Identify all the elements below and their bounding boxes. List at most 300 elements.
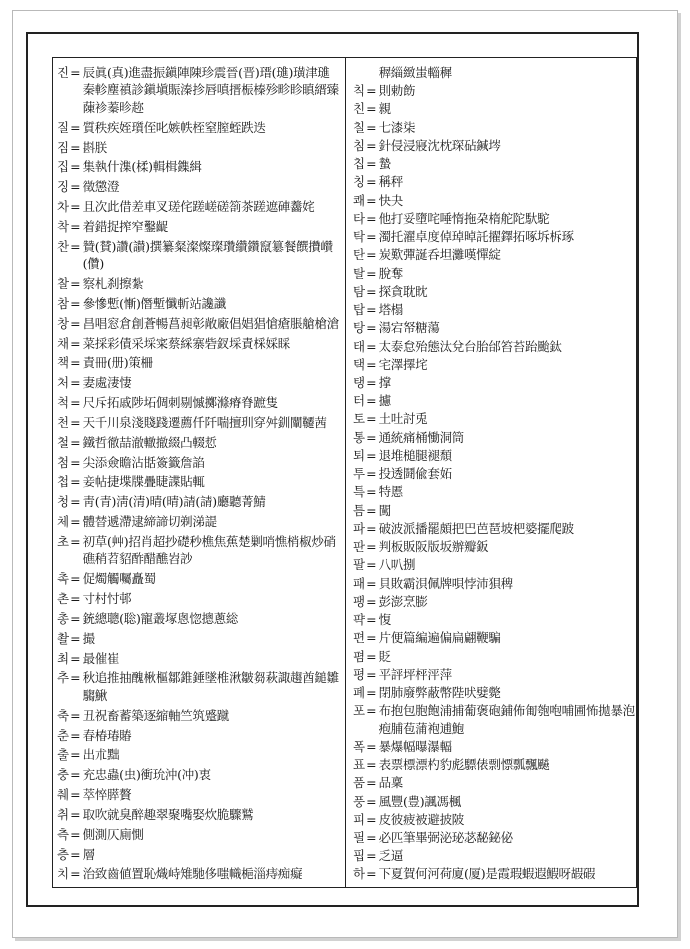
entry-characters: 皮彼疲被避披陂 <box>378 811 464 827</box>
equals-sign: = <box>70 846 81 862</box>
hanja-entry <box>353 392 635 409</box>
equals-sign: = <box>70 238 81 254</box>
hanja-entry <box>57 707 341 724</box>
equals-sign: = <box>366 265 377 281</box>
hanja-entry <box>353 64 635 81</box>
entry-characters: 蟄 <box>378 156 391 172</box>
entry-reading: 특 <box>353 484 366 500</box>
equals-sign: = <box>366 738 377 754</box>
equals-sign: = <box>70 514 81 530</box>
equals-sign: = <box>70 670 81 686</box>
hanja-entry <box>353 447 635 464</box>
hanja-entry <box>353 228 635 245</box>
hanja-entry <box>353 246 635 263</box>
entry-characters: 貝敗霸浿佩牌唄悖沛狽稗 <box>378 575 513 591</box>
hanja-entry <box>57 454 341 471</box>
equals-sign: = <box>70 434 81 450</box>
entry-reading: 탁 <box>353 229 366 245</box>
entry-reading: 투 <box>353 466 366 482</box>
equals-sign: = <box>70 179 81 195</box>
hanja-entry <box>57 295 341 312</box>
hanja-entry <box>353 666 635 683</box>
entry-reading: 품 <box>353 775 366 791</box>
entry-characters: 貶 <box>378 648 391 664</box>
entry-reading: 타 <box>353 210 366 226</box>
hanja-entry <box>57 119 341 136</box>
entry-characters: 投透鬪偸套妬 <box>378 466 452 482</box>
equals-sign: = <box>366 775 377 791</box>
entry-characters: 贊(賛)讚(讃)撰纂粲澯燦璨瓚纘鑽竄簒餐饌攢巑(儹) <box>82 238 333 272</box>
entry-characters: 斟朕 <box>82 139 107 155</box>
entry-characters: 集執什潗(楺)輯楫鏶緝 <box>82 159 202 175</box>
entry-characters: 品稟 <box>378 775 403 791</box>
entry-characters: 濁托濯卓度倬琸晫託擢鐸拓啄坼柝琢 <box>378 229 574 245</box>
entry-characters: 層 <box>82 846 95 862</box>
equals-sign: = <box>366 612 377 628</box>
equals-sign: = <box>366 666 377 682</box>
hanja-entry <box>57 826 341 843</box>
hanja-entry <box>353 283 635 300</box>
entry-reading: 팽 <box>353 593 366 609</box>
entry-reading: 췌 <box>57 787 70 803</box>
equals-sign: = <box>366 192 377 208</box>
entry-reading: 폭 <box>353 738 366 754</box>
hanja-entry <box>57 473 341 490</box>
equals-sign: = <box>366 210 377 226</box>
equals-sign: = <box>70 707 81 723</box>
entry-characters: 秋追推抽醜楸樞鄒錐錘墜椎湫皺芻萩諏趨酋鎚雛騶鰍 <box>82 670 339 703</box>
hanja-entry <box>57 275 341 292</box>
entry-characters: 萃悴膵贅 <box>82 787 132 803</box>
equals-sign: = <box>366 356 377 372</box>
entry-characters: 出朮黜 <box>82 747 120 763</box>
entry-reading: 터 <box>353 393 366 409</box>
hanja-entry <box>57 414 341 431</box>
hanja-entry <box>57 493 341 510</box>
entry-reading: 첨 <box>57 454 70 470</box>
entry-reading: 핍 <box>353 848 366 864</box>
entry-reading: 파 <box>353 520 366 536</box>
entry-reading: 탈 <box>353 265 366 281</box>
entry-reading: 측 <box>57 826 70 842</box>
entry-reading: 출 <box>57 747 70 763</box>
hanja-entry <box>57 198 341 215</box>
equals-sign: = <box>366 811 377 827</box>
equals-sign: = <box>366 137 377 153</box>
entry-reading: 찰 <box>57 275 70 291</box>
equals-sign: = <box>366 447 377 463</box>
entry-characters: 菜採彩債采埰寀蔡綵寨砦釵埰責棌婇睬 <box>82 335 290 351</box>
equals-sign: = <box>366 83 377 99</box>
entry-reading: 취 <box>57 806 70 822</box>
entry-reading: 촉 <box>57 571 70 587</box>
entry-characters: 乏逼 <box>378 848 403 864</box>
equals-sign: = <box>366 393 377 409</box>
entry-characters: 土吐討兎 <box>378 411 428 427</box>
entry-reading: 짐 <box>57 139 70 155</box>
right-column <box>353 64 635 883</box>
entry-characters: 八叭捌 <box>378 557 416 573</box>
entry-characters: 鐵哲徹喆澈轍撤綴凸輟悊 <box>82 434 217 450</box>
entry-reading: 참 <box>57 295 70 311</box>
entry-reading: 탱 <box>353 374 366 390</box>
entry-characters: 太泰怠殆態汰兌台胎邰笞苔跆颱鈦 <box>378 338 562 354</box>
entry-reading: 충 <box>57 767 70 783</box>
hanja-entry <box>57 434 341 451</box>
entry-characters: 質秩疾姪瓆侄叱嫉帙桎窒膣蛭跌迭 <box>82 119 266 135</box>
equals-sign: = <box>366 757 377 773</box>
entry-characters: 靑(青)淸(清)晴(晴)請(請)廳聽菁鯖 <box>82 494 266 510</box>
column-divider <box>345 58 346 887</box>
entry-reading: 칩 <box>353 156 366 172</box>
hanja-entry <box>353 155 635 172</box>
entry-reading: 총 <box>57 610 70 626</box>
equals-sign: = <box>70 650 81 666</box>
hanja-entry <box>353 811 635 828</box>
equals-sign: = <box>366 575 377 591</box>
equals-sign: = <box>366 630 377 646</box>
hanja-entry <box>353 684 635 701</box>
equals-sign: = <box>70 375 81 391</box>
entry-reading: 집 <box>57 159 70 175</box>
equals-sign: = <box>366 229 377 245</box>
hanja-entry <box>353 429 635 446</box>
entry-characters: 天千川泉淺賤踐遷薦仟阡喘擅玔穿舛釧闡韆茜 <box>82 414 327 430</box>
equals-sign: = <box>70 747 81 763</box>
equals-sign: = <box>366 101 377 117</box>
entry-reading: 풍 <box>353 793 366 809</box>
equals-sign: = <box>366 684 377 700</box>
equals-sign: = <box>70 355 81 371</box>
hanja-entry <box>57 669 341 704</box>
entry-reading: 차 <box>57 199 70 215</box>
equals-sign: = <box>70 139 81 155</box>
entry-reading: 편 <box>353 630 366 646</box>
equals-sign: = <box>70 65 81 80</box>
entry-reading: 침 <box>353 137 366 153</box>
hanja-entry <box>353 611 635 628</box>
hanja-entry <box>57 806 341 823</box>
entry-reading: 축 <box>57 707 70 723</box>
hanja-entry <box>353 137 635 154</box>
entry-characters: 探貪耽眈 <box>378 283 428 299</box>
hanja-entry <box>57 570 341 587</box>
equals-sign: = <box>366 648 377 664</box>
hanja-entry <box>353 520 635 537</box>
entry-reading: 창 <box>57 315 70 331</box>
hanja-entry <box>353 319 635 336</box>
equals-sign: = <box>70 474 81 490</box>
hanja-entry <box>57 746 341 763</box>
entry-characters: 平評坪枰泙萍 <box>378 666 452 682</box>
entry-reading: 통 <box>353 429 366 445</box>
hanja-entry <box>353 629 635 646</box>
hanja-entry <box>353 865 635 882</box>
entry-reading: 춘 <box>57 727 70 743</box>
entry-characters: 表票標漂杓豹彪驃俵剽慓瓢飄飇 <box>378 757 550 773</box>
entry-characters: 風豐(豊)諷馮楓 <box>378 793 461 809</box>
hanja-entry <box>353 502 635 519</box>
hanja-entry <box>353 374 635 391</box>
entry-characters: 攄 <box>378 393 391 409</box>
equals-sign: = <box>70 767 81 783</box>
equals-sign: = <box>366 703 377 719</box>
equals-sign: = <box>366 320 377 336</box>
entry-characters: 快夬 <box>378 192 403 208</box>
hanja-entry <box>353 192 635 209</box>
entry-reading: 칭 <box>353 174 366 190</box>
entry-characters: 稺緇緻蚩輜穉 <box>378 65 452 80</box>
hanja-entry <box>57 64 341 116</box>
entry-reading: 피 <box>353 811 366 827</box>
equals-sign: = <box>70 454 81 470</box>
hanja-entry <box>57 727 341 744</box>
hanja-entry <box>353 774 635 791</box>
equals-sign: = <box>70 826 81 842</box>
entry-characters: 必匹筆畢弼泌珌苾馝鉍佖 <box>378 830 513 846</box>
equals-sign: = <box>366 484 377 500</box>
equals-sign: = <box>366 502 377 518</box>
entry-reading: 태 <box>353 338 366 354</box>
equals-sign: = <box>70 866 81 882</box>
entry-reading: 토 <box>353 411 366 427</box>
entry-reading: 폄 <box>353 648 366 664</box>
entry-characters: 布抱包胞飽浦捕葡褒砲鋪佈匍匏咆哺圃怖拋暴泡疱脯苞蒲袍逋鮑 <box>378 703 635 736</box>
entry-reading: 팔 <box>353 557 366 573</box>
equals-sign: = <box>366 466 377 482</box>
entry-characters: 通統痛桶慟洞筒 <box>378 429 464 445</box>
hanja-entry <box>353 538 635 555</box>
entry-characters: 破波派播罷頗把巴芭琶坡杷婆擺爬跛 <box>378 520 574 536</box>
equals-sign: = <box>70 630 81 646</box>
equals-sign: = <box>70 275 81 291</box>
entry-reading: 초 <box>57 533 70 549</box>
entry-characters: 丑祝畜蓄築逐縮軸竺筑蹙蹴 <box>82 707 229 723</box>
entry-reading: 필 <box>353 830 366 846</box>
hanja-entry <box>57 158 341 175</box>
hanja-entry <box>57 513 341 530</box>
entry-reading: 패 <box>353 575 366 591</box>
hanja-entry <box>57 238 341 273</box>
hanja-entry <box>353 483 635 500</box>
hanja-entry <box>353 356 635 373</box>
equals-sign: = <box>70 727 81 743</box>
entry-reading: 퍅 <box>353 612 366 628</box>
hanja-entry <box>57 335 341 352</box>
entry-characters: 昌唱窓倉創蒼暢菖昶彰敞廠倡娼猖愴瘡脹艙槍滄 <box>82 315 339 331</box>
entry-characters: 參慘慙(慚)僭塹懺斬站讒讖 <box>82 295 226 311</box>
hanja-entry <box>57 846 341 863</box>
entry-characters: 治致齒値置恥熾峙雉馳侈嗤幟梔淄痔痴癡 <box>82 866 303 882</box>
hanja-entry <box>353 593 635 610</box>
entry-reading: 포 <box>353 703 366 719</box>
equals-sign: = <box>366 866 377 882</box>
entry-characters: 退堆槌腿褪頹 <box>378 447 452 463</box>
hanja-entry <box>57 178 341 195</box>
entry-characters: 妾帖捷堞牒疊睫諜貼輒 <box>82 474 205 490</box>
hanja-entry <box>353 119 635 136</box>
entry-characters: 徵懲澄 <box>82 179 120 195</box>
hanja-entry <box>57 394 341 411</box>
hanja-entry <box>353 173 635 190</box>
entry-characters: 彭澎烹膨 <box>378 593 428 609</box>
entry-reading: 진 <box>57 65 70 80</box>
entry-characters: 最催崔 <box>82 650 120 666</box>
entry-reading: 채 <box>57 335 70 351</box>
hanja-entry <box>57 786 341 803</box>
entry-characters: 尺斥拓戚陟坧倜刺剔慽擲滌瘠脊蹠隻 <box>82 395 278 411</box>
entry-characters: 湯宕帑糖蕩 <box>378 320 440 336</box>
equals-sign: = <box>70 494 81 510</box>
equals-sign: = <box>366 283 377 299</box>
entry-characters: 七漆柒 <box>378 119 416 135</box>
entry-characters: 暴爆幅曝瀑輻 <box>378 738 452 754</box>
entry-reading: 층 <box>57 846 70 862</box>
entry-reading: 틈 <box>353 502 366 518</box>
equals-sign: = <box>70 218 81 234</box>
entry-reading: 쾌 <box>353 192 366 208</box>
equals-sign: = <box>70 591 81 607</box>
equals-sign: = <box>70 199 81 215</box>
entry-reading: 칙 <box>353 83 366 99</box>
hanja-entry <box>57 139 341 156</box>
entry-reading: 최 <box>57 650 70 666</box>
entry-characters: 尖添僉瞻沾甛簽籤詹諂 <box>82 454 205 470</box>
equals-sign: = <box>70 414 81 430</box>
equals-sign: = <box>366 247 377 263</box>
entry-reading: 탕 <box>353 320 366 336</box>
entry-reading: 칠 <box>353 119 366 135</box>
equals-sign: = <box>70 295 81 311</box>
entry-characters: 他打妥墮咤唾惰拖朶楕舵陀馱駝 <box>378 210 550 226</box>
entry-reading: 판 <box>353 539 366 555</box>
entry-characters: 閉肺廢弊蔽幣陛吠嬖斃 <box>378 684 501 700</box>
hanja-entry <box>353 410 635 427</box>
entry-reading: 탄 <box>353 247 366 263</box>
entry-characters: 炭歎彈誕呑坦灘嘆憚綻 <box>378 247 501 263</box>
equals-sign: = <box>70 159 81 175</box>
left-column <box>57 64 341 883</box>
entry-reading: 착 <box>57 218 70 234</box>
entry-reading: 책 <box>57 355 70 371</box>
equals-sign: = <box>366 429 377 445</box>
hanja-entry <box>353 702 635 737</box>
entry-reading: 첩 <box>57 474 70 490</box>
hanja-entry <box>57 533 341 568</box>
entry-characters: 責冊(册)策柵 <box>82 355 153 371</box>
entry-reading: 하 <box>353 866 366 882</box>
entry-characters: 妻處淒悽 <box>82 375 132 391</box>
entry-characters: 片便篇編遍偏扁翩鞭騙 <box>378 630 501 646</box>
entry-characters: 取吹就臭醉趣翠聚嘴娶炊脆驟鷲 <box>82 806 254 822</box>
entry-reading: 촌 <box>57 591 70 607</box>
entry-characters: 銃總聰(聡)寵叢塚悤惚摠蔥総 <box>82 610 239 626</box>
equals-sign: = <box>70 533 81 549</box>
entry-reading: 택 <box>353 356 366 372</box>
hanja-entry <box>353 756 635 773</box>
entry-characters: 脫奪 <box>378 265 403 281</box>
hanja-entry <box>57 354 341 371</box>
entry-characters: 塔榻 <box>378 302 403 318</box>
hanja-entry <box>57 374 341 391</box>
entry-reading: 폐 <box>353 684 366 700</box>
equals-sign: = <box>70 571 81 587</box>
entry-characters: 側測仄廁惻 <box>82 826 144 842</box>
entry-characters: 闖 <box>378 502 391 518</box>
entry-characters: 着錯捉搾窄鑿齪 <box>82 218 168 234</box>
hanja-entry <box>57 315 341 332</box>
hanja-entry <box>353 82 635 99</box>
hanja-entry <box>353 829 635 846</box>
entry-reading: 철 <box>57 434 70 450</box>
equals-sign: = <box>366 593 377 609</box>
hanja-entry <box>353 847 635 864</box>
equals-sign: = <box>366 338 377 354</box>
equals-sign: = <box>70 119 81 135</box>
entry-reading: 추 <box>57 670 70 686</box>
hanja-entry <box>57 865 341 882</box>
entry-reading: 평 <box>353 666 366 682</box>
equals-sign: = <box>366 520 377 536</box>
hanja-entry <box>353 465 635 482</box>
equals-sign: = <box>70 610 81 626</box>
entry-reading: 표 <box>353 757 366 773</box>
entry-characters: 初草(艸)招肖超抄礎秒樵焦蕉楚剿哨憔梢椒炒硝礁稍苕貂酢醋醮岧訬 <box>82 533 336 567</box>
hanja-entry <box>353 338 635 355</box>
equals-sign: = <box>366 411 377 427</box>
hanja-entry <box>353 575 635 592</box>
hanja-entry <box>353 265 635 282</box>
entry-characters: 春椿瑃賰 <box>82 727 132 743</box>
entry-reading: 처 <box>57 375 70 391</box>
entry-characters: 促燭觸囑矗蜀 <box>82 571 156 587</box>
entry-characters: 察札刹擦紮 <box>82 275 144 291</box>
equals-sign: = <box>366 848 377 864</box>
equals-sign: = <box>366 830 377 846</box>
hanja-entry <box>57 590 341 607</box>
hanja-entry <box>57 630 341 647</box>
entry-characters: 判板販阪版坂辦瓣鈑 <box>378 539 489 555</box>
entry-reading: 질 <box>57 119 70 135</box>
entry-characters: 且次此借差車叉瑳侘蹉嵯磋箚茶蹉遮硨齹姹 <box>82 199 315 215</box>
entry-characters: 則勅飭 <box>378 83 416 99</box>
entry-reading: 촬 <box>57 630 70 646</box>
hanja-entry <box>57 610 341 627</box>
entry-characters: 撑 <box>378 374 391 390</box>
entry-characters: 針侵浸寢沈枕琛砧鍼埁 <box>378 137 501 153</box>
entry-reading: 징 <box>57 179 70 195</box>
entry-characters: 愎 <box>378 612 391 628</box>
equals-sign: = <box>366 539 377 555</box>
hanja-entry <box>57 650 341 667</box>
entry-characters: 撮 <box>82 630 95 646</box>
entry-characters: 稱秤 <box>378 174 403 190</box>
entry-reading: 친 <box>353 101 366 117</box>
hanja-entry <box>353 210 635 227</box>
entry-characters: 親 <box>378 101 391 117</box>
hanja-entry <box>57 766 341 783</box>
hanja-entry <box>353 556 635 573</box>
entry-characters: 下夏賀何河荷廈(厦)是霞瑕蝦遐鰕呀嘏碬 <box>378 866 596 882</box>
entry-characters: 特慝 <box>378 484 403 500</box>
entry-reading: 탐 <box>353 283 366 299</box>
entry-reading: 탑 <box>353 302 366 318</box>
entry-characters: 體替遞滯逮締諦切剃涕諟 <box>82 514 217 530</box>
equals-sign: = <box>366 793 377 809</box>
hanja-entry <box>353 648 635 665</box>
equals-sign: = <box>366 374 377 390</box>
hanja-entry <box>57 218 341 235</box>
